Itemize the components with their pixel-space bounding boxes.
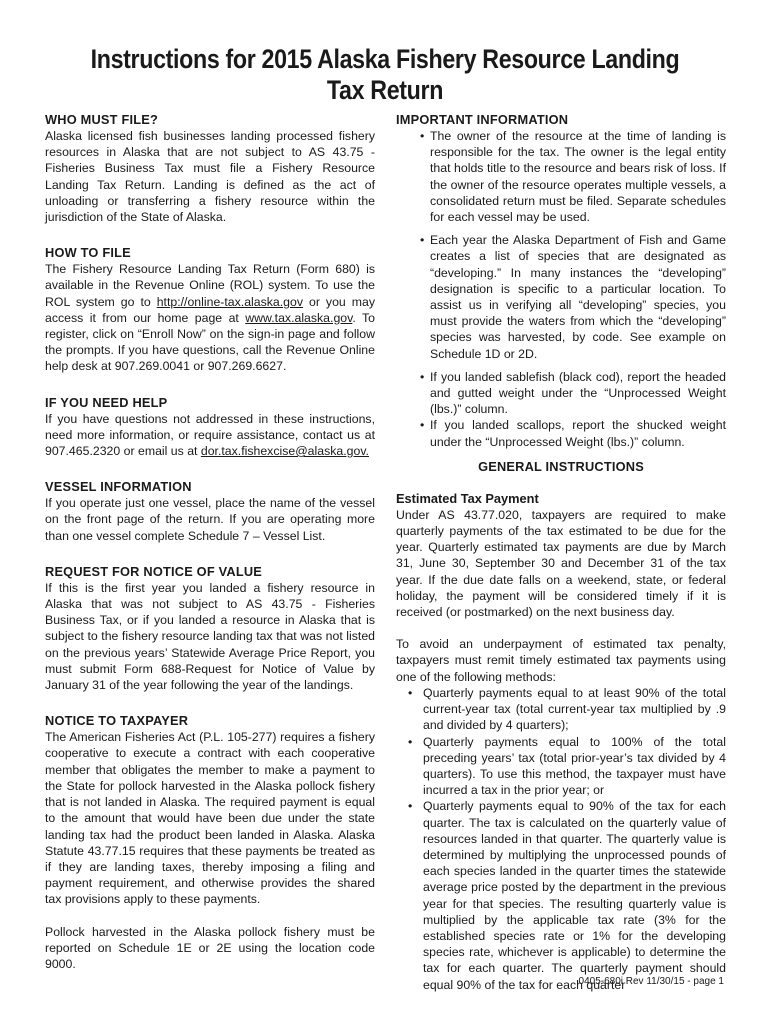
right-column (396, 112, 726, 993)
payment-methods-list (396, 685, 726, 993)
document-title (54, 44, 716, 106)
how-to-file-text-2: or you may access it from our home page at (45, 294, 375, 325)
need-help-text-1: If you have questions not addressed in these instructions, need more information, or require assistance, contact us at 907.465.2320 or email us at (45, 411, 375, 459)
email-link[interactable]: dor.tax.fishexcise@alaska.gov. (200, 444, 369, 459)
who-must-file-section (45, 112, 375, 225)
rol-link[interactable]: http://online-tax.alaska.gov (156, 294, 303, 309)
important-information-heading: IMPORTANT INFORMATION (396, 112, 569, 127)
need-help-heading: IF YOU NEED HELP (45, 394, 168, 410)
how-to-file-section (45, 245, 375, 374)
need-help-text (45, 411, 375, 460)
list-item: • If you landed scallops, report the shucked weight under the “Unprocessed Weight (lbs.)” column. (396, 417, 726, 449)
how-to-file-heading: HOW TO FILE (45, 245, 131, 261)
vessel-information-heading: VESSEL INFORMATION (45, 479, 192, 495)
page-footer: 0405-680i Rev 11/30/15 - page 1 (578, 976, 724, 987)
estimated-tax-text-1: Under AS 43.77.020, taxpayers are required to make quarterly payments of the tax estimated to be due for the year. Quarterly estimated tax payments are due by March 31, June 30, September 30 and December 31 of the tax year. If the due date falls on a weekend, state, or federal holiday, the payment will be considered timely if it is received (or postmarked) on the next business day. (396, 507, 726, 620)
who-must-file-heading: WHO MUST FILE? (45, 112, 158, 127)
notice-taxpayer-text-1: The American Fisheries Act (P.L. 105-277) requires a fishery cooperative to execute a contract with each cooperative member that obligates the member to make a payment to the State for pollock harvested in the Alaska pollock fishery that is not landed in Alaska. The required payment is equal to the amount that would have been due under the state landing tax had the product been landed in Alaska. Alaska Statute 43.77.15 requires that these payments be treated as if they are landing taxes, thereby imposing a filing and payment requirement, and otherwise provides the shared tax provisions apply to these payments. (45, 730, 375, 907)
title-line-2: Tax Return (326, 75, 444, 105)
how-to-file-text-1: The Fishery Resource Landing Tax Return (Form 680) is available in the Revenue Online (ROL) system. To use the ROL system go to (45, 262, 375, 309)
title-line-1: Instructions for 2015 Alaska Fishery Resource Landing (90, 44, 680, 74)
how-to-file-text-3: . To register, click on “Enroll Now” on the sign-in page and follow the prompts. If you have questions, call the Revenue Online help desk at 907.269.0041 or 907.269.6627. (45, 310, 375, 374)
list-item: • If you landed sablefish (black cod), report the headed and gutted weight under the “Unprocessed Weight (lbs.)” column. (396, 369, 726, 418)
request-notice-text: If this is the first year you landed a fishery resource in Alaska that was not subject to AS 43.75 - Fisheries Business Tax, or if you landed a resource in Alaska that is subject to the fishery resource landing tax that was not listed on the previous years’ Statewide Average Price Report, you must submit Form 688-Request for Notice of Value by January 31 of the year following the year of the landings. (45, 580, 375, 693)
general-instructions-heading: GENERAL INSTRUCTIONS (478, 458, 644, 474)
notice-taxpayer-text-2: Pollock harvested in the Alaska pollock fishery must be reported on Schedule 1E or 2E using the location code 9000. (45, 924, 375, 971)
left-column (45, 112, 375, 992)
list-item: • The owner of the resource at the time of landing is responsible for the tax. The owner is the legal entity that holds title to the resource and bears risk of loss. If the owner of the resource operates multiple vessels, a consolidated return must be filed. Separate schedules for each vessel may be used. (396, 128, 726, 225)
list-item: • Each year the Alaska Department of Fish and Game creates a list of species that are designated as “developing.” In many instances the “developing” designation is specific to a particular location. To assist us in verifying all “developing” species, you must provide the waters from which the “developing” species was harvested, by code. See example on Schedule 1D or 2D. (396, 232, 726, 362)
how-to-file-text (45, 261, 375, 374)
vessel-information-text: If you operate just one vessel, place the name of the vessel on the front page of the return. If you are operating more than one vessel complete Schedule 7 – Vessel List. (45, 496, 375, 543)
who-must-file-text: Alaska licensed fish businesses landing processed fishery resources in Alaska that are not subject to AS 43.75 - Fisheries Business Tax must file a Fishery Resource Landing Tax Return. Landing is defined as the act of unloading or transferring a fishery resource within the jurisdiction of the State of Alaska. (45, 129, 375, 225)
list-item: • Quarterly payments equal to 100% of the total preceding years’ tax (total prior-year’s tax divided by 4 quarters). To use this method, the taxpayer must have incurred a tax in the prior year; or (396, 734, 726, 799)
need-help-section (45, 395, 375, 460)
list-item: • Quarterly payments equal to 90% of the tax for each quarter. The tax is calculated on the quarterly value of resources landed in that quarter. The quarterly value is determined by multiplying the unprocessed pounds of each species landed in the quarter times the statewide average price posted by the department in the previous year for that species. The resulting quarterly value is multiplied by the applicable tax rate (3% for the established species rate or 1% for the developing species rate, whichever is applicable) to determine the tax for each quarter. The quarterly payment should equal 90% of the tax for each quarter (396, 798, 726, 992)
list-item: • Quarterly payments equal to at least 90% of the total current-year tax (total current-year tax multiplied by .9 and divided by 4 quarters); (396, 685, 726, 734)
notice-taxpayer-section (45, 713, 375, 972)
estimated-tax-heading: Estimated Tax Payment (396, 490, 539, 506)
request-notice-section (45, 564, 375, 693)
request-notice-heading: REQUEST FOR NOTICE OF VALUE (45, 563, 263, 579)
tax-home-link[interactable]: www.tax.alaska.gov (245, 310, 353, 325)
estimated-tax-text-2: To avoid an underpayment of estimated tax penalty, taxpayers must remit timely estimated tax payments using one of the following methods: (396, 637, 726, 684)
notice-taxpayer-heading: NOTICE TO TAXPAYER (45, 713, 189, 729)
vessel-information-section (45, 479, 375, 544)
important-information-list (396, 128, 726, 450)
